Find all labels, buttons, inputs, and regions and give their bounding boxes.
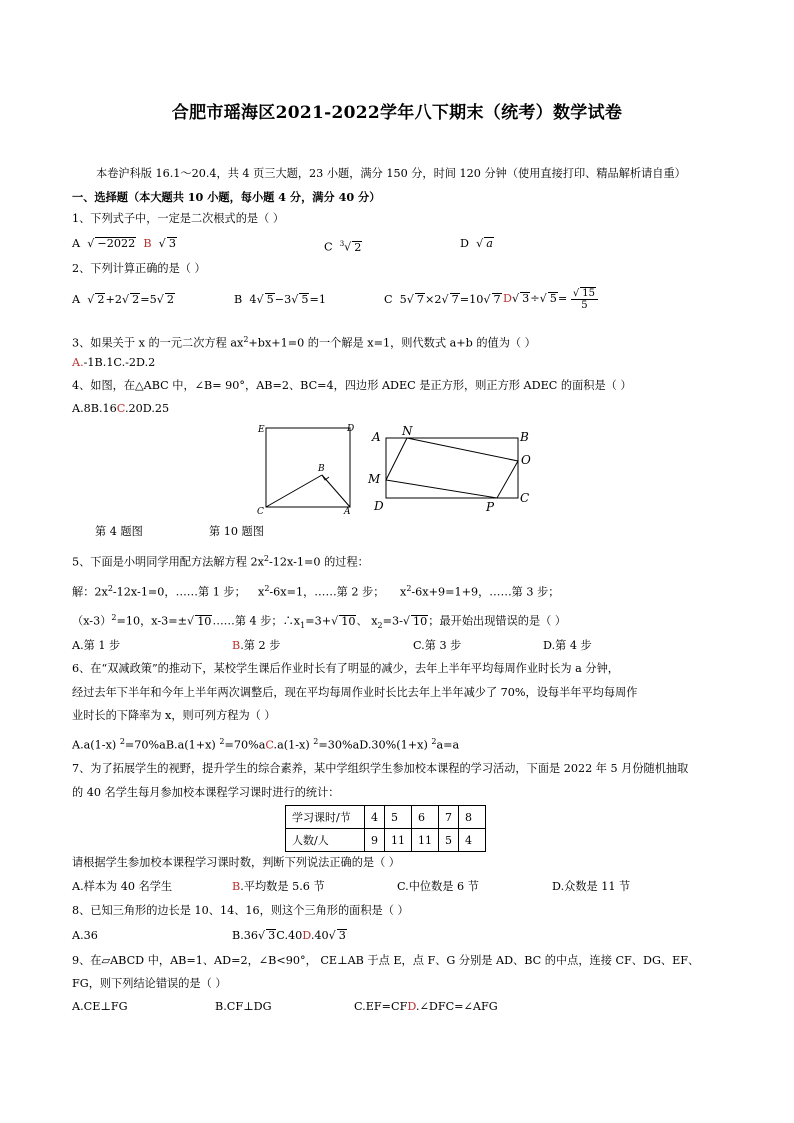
fig2-label-b: B (520, 430, 529, 444)
table-cell: 9 (365, 829, 385, 852)
fig1-label-a: A (344, 507, 351, 517)
q7-line3: 请根据学生参加校本课程学习课时数，判断下列说法正确的是（ ） (72, 856, 400, 869)
fig2-label-o: O (521, 453, 531, 467)
q9-line2: FG，则下列结论错误的是（ ） (72, 977, 227, 990)
table-cell: 5 (385, 806, 412, 829)
fig1-label-e: E (258, 425, 265, 435)
figure-q4 (255, 420, 365, 520)
q5-option-d: D.第 4 步 (543, 639, 592, 652)
q2-option-b: B 4√ 5−3√ 5=1 (234, 293, 326, 306)
fig2-label-m: M (368, 472, 381, 486)
q5-step3: $x^2-6x+9=1+9$，……第 3 步； (400, 584, 560, 599)
q2-stem: 2、下列计算正确的是（ ） (72, 262, 206, 275)
fig1-label-b: B (318, 464, 325, 474)
q7-option-d: D.众数是 11 节 (552, 880, 631, 893)
table-cell: 11 (385, 829, 412, 852)
q7-stats-table (285, 805, 486, 852)
q9-option-cd: C.EF=CFD.∠DFC=∠AFG (354, 1000, 498, 1013)
q9-option-b: B.CF⊥DG (215, 1000, 272, 1013)
table-cell: 4 (459, 829, 486, 852)
q7-option-c: C.中位数是 6 节 (397, 880, 479, 893)
q5-step1: 解：$2x^2-12x-1=0$，……第 1 步； (72, 584, 246, 599)
fig1-label-c: C (257, 507, 264, 517)
q8-options-bcd: B.36√ 3C.40D.40√ 3 (232, 929, 346, 942)
figure-q10 (364, 424, 539, 518)
table-cell: 8 (459, 806, 486, 829)
q9-line1: 9、在▱ABCD 中，AB=1、AD=2，∠B<90°， CE⊥AB 于点 E，点 F、G 分别是 AD、BC 的中点，连接 CF、DG、EF、 (72, 954, 700, 967)
q5-option-a: A.第 1 步 (72, 639, 121, 652)
fig2-label-d: D (374, 499, 384, 513)
q1-option-c: C $^3$√ 2 (324, 240, 362, 254)
table-cell: 4 (365, 806, 385, 829)
q6-line2: 经过去年下半年和今年上半年两次调整后，现在平均每周作业时长比去年上半年减少了 70%，设每半年平均每周作 (72, 686, 638, 699)
q7-line2: 的 40 名学生每月参加校本课程学习课时进行的统计： (72, 786, 340, 799)
q4-options: A.8B.16C.20D.25 (72, 402, 170, 415)
q2-option-d: D√ 3÷√ 5= $\frac{√ 15}{5}$ (503, 287, 598, 311)
q6-line1: 6、在“双减政策”的推动下，某校学生课后作业时长有了明显的减少，去年上半年平均每周作业时长为 a 分钟， (72, 662, 619, 675)
table-cell: 人数/人 (286, 829, 365, 852)
q5-step4: $(x-3)^2=10$，x-3=±√ 10……第 4 步；$\therefore x_1=3+√$ 10、 $x_2=3-√$ 10；最开始出现错误的是（ ） (72, 613, 567, 630)
q5-option-b: B.第 2 步 (232, 639, 281, 652)
q8-stem: 8、已知三角形的边长是 10、14、16，则这个三角形的面积是（ ） (72, 904, 409, 917)
q3-stem: 3、如果关于 x 的一元二次方程 $ax^2+bx+1=0$ 的一个解是 x=1，则代数式 a+b 的值为（ ） (72, 335, 536, 350)
fig1-label-d: D (347, 424, 355, 434)
figure-caption-4: 第 4 题图 (95, 525, 143, 538)
q7-option-a: A.样本为 40 名学生 (72, 880, 173, 893)
page-title: 合肥市瑶海区2021-2022学年八下期末（统考）数学试卷 (171, 103, 623, 123)
q1-option-a: A √ −2022 B √ 3 (72, 237, 176, 250)
q4-stem: 4、如图，在△ABC 中，∠B= 90°，AB=2、BC=4，四边形 ADEC 是正方形，则正方形 ADEC 的面积是（ ） (72, 379, 632, 392)
q2-option-a: A √ 2+2√ 2=5√ 2 (72, 293, 174, 306)
intro-text: 本卷沪科版 16.1～20.4，共 4 页三大题，23 小题，满分 150 分，时间 120 分钟（使用直接打印、精品解析请自重） (96, 167, 686, 180)
q1-option-d: D √ a (460, 237, 493, 250)
figure-caption-10: 第 10 题图 (209, 525, 264, 538)
fig2-label-p: P (486, 500, 495, 514)
q8-option-a: A.36 (72, 929, 98, 942)
table-cell: 6 (412, 806, 439, 829)
table-cell: 5 (439, 829, 459, 852)
fig2-label-n: N (402, 424, 413, 438)
q6-options: A.a(1-x) $^2$=70%aB.a(1+x) $^2$=70%aC.a(1-x) $^2$=30%aD.30%(1+x) $^2$a=a (72, 737, 460, 752)
q6-line3: 业时长的下降率为 x，则可列方程为（ ） (72, 709, 276, 722)
q9-option-a: A.CE⊥FG (72, 1000, 128, 1013)
q5-stem: 5、下面是小明同学用配方法解方程 $2x^2-12x-1=0$ 的过程： (72, 554, 369, 569)
section-heading: 一、选择题（本大题共 10 小题，每小题 4 分，满分 40 分） (72, 190, 381, 204)
q3-options: A.-1B.1C.-2D.2 (72, 356, 156, 369)
table-cell: 11 (412, 829, 439, 852)
q7-option-b: B.平均数是 5.6 节 (232, 880, 325, 893)
q2-option-c: C 5√ 7×2√ 7=10√ 7 (384, 293, 501, 306)
q5-option-c: C.第 3 步 (413, 639, 462, 652)
table-row (286, 806, 486, 829)
table-cell: 学习课时/节 (286, 806, 365, 829)
table-cell: 7 (439, 806, 459, 829)
q1-stem: 1、下列式子中，一定是二次根式的是（ ） (72, 212, 285, 225)
q7-line1: 7、为了拓展学生的视野，提升学生的综合素养，某中学组织学生参加校本课程的学习活动，下面是 2022 年 5 月份随机抽取 (72, 762, 689, 775)
table-row (286, 829, 486, 852)
fig2-label-c: C (520, 491, 530, 505)
fig2-label-a: A (372, 430, 381, 444)
q5-step2: $x^2-6x=1$，……第 2 步； (258, 584, 385, 599)
